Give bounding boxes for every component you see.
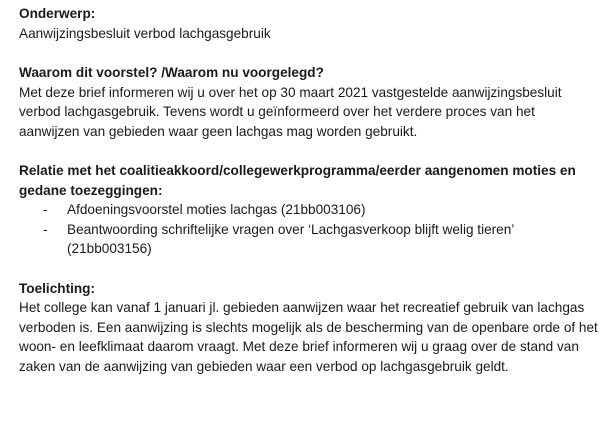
section-heading: Toelichting: bbox=[19, 280, 96, 296]
document-body bbox=[19, 4, 599, 376]
list-item bbox=[19, 200, 599, 220]
section-toelichting bbox=[19, 279, 599, 377]
bullet-list bbox=[19, 200, 599, 259]
dash-bullet-icon: - bbox=[43, 202, 48, 217]
section-onderwerp bbox=[19, 4, 599, 43]
list-item bbox=[19, 220, 599, 259]
section-heading: Relatie met het coalitieakkoord/collegewerkprogramma/eerder aangenomen moties en gedane toezeggingen: bbox=[19, 163, 576, 198]
section-text: Het college kan vanaf 1 januari jl. gebieden aanwijzen waar het recreatief gebruik van lachgas verboden is. Een aanwijzing is slechts mogelijk als de bescherming van de openbare orde of het woon- en leefklimaat daarom vraagt. Met deze brief informeren wij u graag over de stand van zaken van de aanwijzing van gebieden waar een verbod op lachgasgebruik geldt. bbox=[19, 300, 598, 374]
section-text: Met deze brief informeren wij u over het op 30 maart 2021 vastgestelde aanwijzingsbesluit verbod lachgasgebruik. Tevens wordt u geïnformeerd over het verdere proces van het aanwijzen van gebieden waar geen lachgas mag worden gebruikt. bbox=[19, 84, 562, 139]
section-waarom bbox=[19, 63, 599, 141]
list-item-text: Afdoeningsvoorstel moties lachgas (21bb003106) bbox=[67, 202, 366, 217]
section-heading: Waarom dit voorstel? /Waarom nu voorgelegd? bbox=[19, 65, 324, 80]
list-item-text: Beantwoording schriftelijke vragen over ‘Lachgasverkoop blijft welig tieren’ (21bb003156) bbox=[67, 221, 514, 256]
section-text: Aanwijzingsbesluit verbod lachgasgebruik bbox=[19, 25, 271, 41]
dash-bullet-icon: - bbox=[43, 221, 48, 237]
section-heading: Onderwerp: bbox=[19, 6, 96, 21]
section-relatie bbox=[19, 161, 599, 259]
